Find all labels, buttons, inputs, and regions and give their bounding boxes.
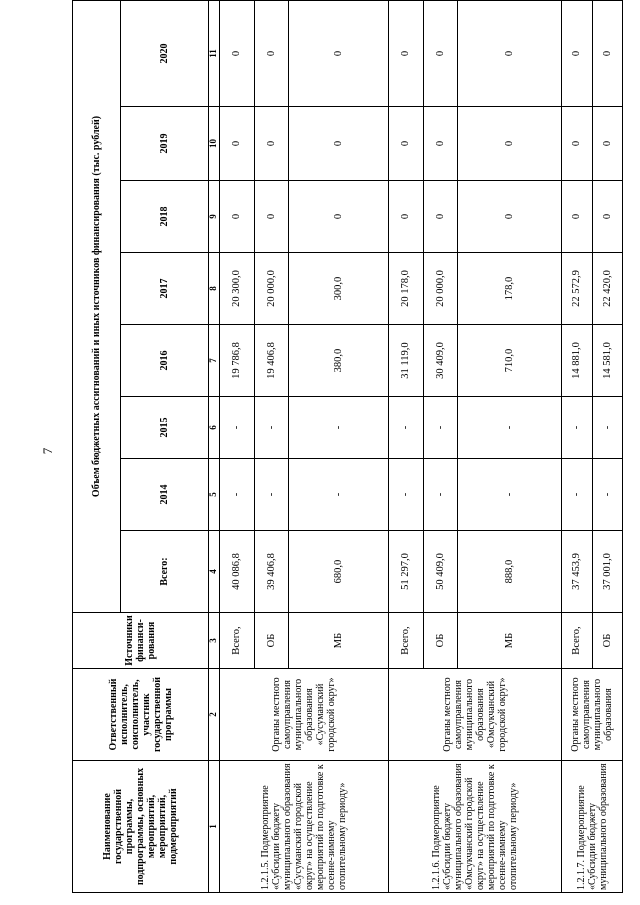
value-cell: 30 409,0 [423, 325, 458, 397]
value-cell: 0 [423, 0, 458, 106]
page-number: 7 [40, 447, 55, 455]
group-executor: Органы местного самоуправления муниципального образования «Омсукчанский городской округ» [388, 669, 561, 761]
value-cell: 0 [254, 107, 289, 181]
source-cell: ОБ [423, 613, 458, 669]
header-year-2014: 2014 [121, 459, 209, 531]
column-number: 1 [209, 761, 220, 893]
column-number: 3 [209, 613, 220, 669]
group-name: 1.2.1.7. Подмероприятие «Субсидии бюджету муниципального образования [562, 761, 623, 893]
value-cell: - [254, 459, 289, 531]
value-cell: 0 [562, 0, 592, 106]
budget-table-container [72, 31, 623, 893]
value-cell: 14 881,0 [562, 325, 592, 397]
column-number: 4 [209, 531, 220, 613]
source-cell: Всего, [220, 613, 255, 669]
group-name: 1.2.1.5. Подмероприятие «Субсидии бюджету муниципального образования «Сусуманский городской округ» на осуществление мероприятий по подготовке к осенне-зимнему отопительному периоду» [220, 761, 389, 893]
table-row [220, 0, 255, 892]
value-cell: 0 [388, 0, 423, 106]
value-cell: 178,0 [458, 253, 562, 325]
column-number: 6 [209, 397, 220, 459]
value-cell: - [289, 397, 389, 459]
value-cell: - [592, 397, 622, 459]
value-cell: - [423, 397, 458, 459]
header-year-2015: 2015 [121, 397, 209, 459]
total-cell: 50 409,0 [423, 531, 458, 613]
value-cell: 0 [592, 107, 622, 181]
value-cell: 22 572,9 [562, 253, 592, 325]
column-number: 2 [209, 669, 220, 761]
total-cell: 39 406,8 [254, 531, 289, 613]
value-cell: - [220, 459, 255, 531]
header-year-2016: 2016 [121, 325, 209, 397]
group-executor: Органы местного самоуправления муниципального образования [562, 669, 623, 761]
value-cell: 0 [254, 181, 289, 253]
column-number: 7 [209, 325, 220, 397]
budget-table [72, 0, 623, 893]
table-row [562, 0, 592, 892]
source-cell: Всего, [388, 613, 423, 669]
value-cell: 0 [220, 181, 255, 253]
source-cell: Всего, [562, 613, 592, 669]
value-cell: 19 786,8 [220, 325, 255, 397]
total-cell: 888,0 [458, 531, 562, 613]
total-cell: 40 086,8 [220, 531, 255, 613]
value-cell: - [458, 459, 562, 531]
value-cell: - [562, 397, 592, 459]
source-cell: МБ [289, 613, 389, 669]
value-cell: 31 119,0 [388, 325, 423, 397]
value-cell: 0 [423, 181, 458, 253]
value-cell: 20 300,0 [220, 253, 255, 325]
value-cell: 0 [220, 0, 255, 106]
column-number: 10 [209, 107, 220, 181]
value-cell: 0 [388, 107, 423, 181]
value-cell: - [423, 459, 458, 531]
header-year-2019: 2019 [121, 107, 209, 181]
total-cell: 51 297,0 [388, 531, 423, 613]
value-cell: 20 000,0 [254, 253, 289, 325]
header-source: Источники финанси-рования [73, 613, 209, 669]
value-cell: 0 [458, 0, 562, 106]
column-number: 11 [209, 0, 220, 106]
value-cell: 0 [289, 107, 389, 181]
value-cell: 0 [289, 0, 389, 106]
value-cell: 0 [289, 181, 389, 253]
value-cell: - [458, 397, 562, 459]
value-cell: 20 178,0 [388, 253, 423, 325]
column-number: 9 [209, 181, 220, 253]
value-cell: 14 581,0 [592, 325, 622, 397]
header-executor: Ответственный исполнитель, соисполнитель, участник государственной программы [73, 669, 209, 761]
value-cell: - [562, 459, 592, 531]
total-cell: 37 001,0 [592, 531, 622, 613]
group-executor: Органы местного самоуправления муниципального образования «Сусуманский городской округ» [220, 669, 389, 761]
total-cell: 680,0 [289, 531, 389, 613]
value-cell: 0 [388, 181, 423, 253]
value-cell: 0 [592, 181, 622, 253]
value-cell: 0 [458, 181, 562, 253]
total-cell: 37 453,9 [562, 531, 592, 613]
group-name: 1.2.1.6. Подмероприятие «Субсидии бюджету муниципального образования «Омсукчанский городской округ» на осуществление мероприятий по подготовке к осенне-зимнему отопительному периоду» [388, 761, 561, 893]
header-year-2018: 2018 [121, 181, 209, 253]
value-cell: - [388, 397, 423, 459]
header-name: Наименование государственной программы, подпрограммы, основных мероприятий, мероприятий, подмероприятий [73, 761, 209, 893]
value-cell: 22 420,0 [592, 253, 622, 325]
value-cell: - [289, 459, 389, 531]
header-total: Всего: [121, 531, 209, 613]
table-row [388, 0, 423, 892]
value-cell: 0 [562, 181, 592, 253]
value-cell: - [388, 459, 423, 531]
value-cell: 20 000,0 [423, 253, 458, 325]
column-number: 8 [209, 253, 220, 325]
value-cell: 0 [423, 107, 458, 181]
value-cell: 0 [562, 107, 592, 181]
source-cell: МБ [458, 613, 562, 669]
value-cell: 19 406,8 [254, 325, 289, 397]
source-cell: ОБ [254, 613, 289, 669]
value-cell: 300,0 [289, 253, 389, 325]
header-year-2020: 2020 [121, 0, 209, 106]
value-cell: 380,0 [289, 325, 389, 397]
value-cell: 710,0 [458, 325, 562, 397]
column-number: 5 [209, 459, 220, 531]
value-cell: 0 [592, 0, 622, 106]
header-funding: Объем бюджетных ассигнований и иных источников финансирования (тыс. рублей) [73, 0, 121, 612]
value-cell: 0 [254, 0, 289, 106]
source-cell: ОБ [592, 613, 622, 669]
value-cell: - [592, 459, 622, 531]
value-cell: - [254, 397, 289, 459]
value-cell: 0 [220, 107, 255, 181]
value-cell: - [220, 397, 255, 459]
value-cell: 0 [458, 107, 562, 181]
header-year-2017: 2017 [121, 253, 209, 325]
